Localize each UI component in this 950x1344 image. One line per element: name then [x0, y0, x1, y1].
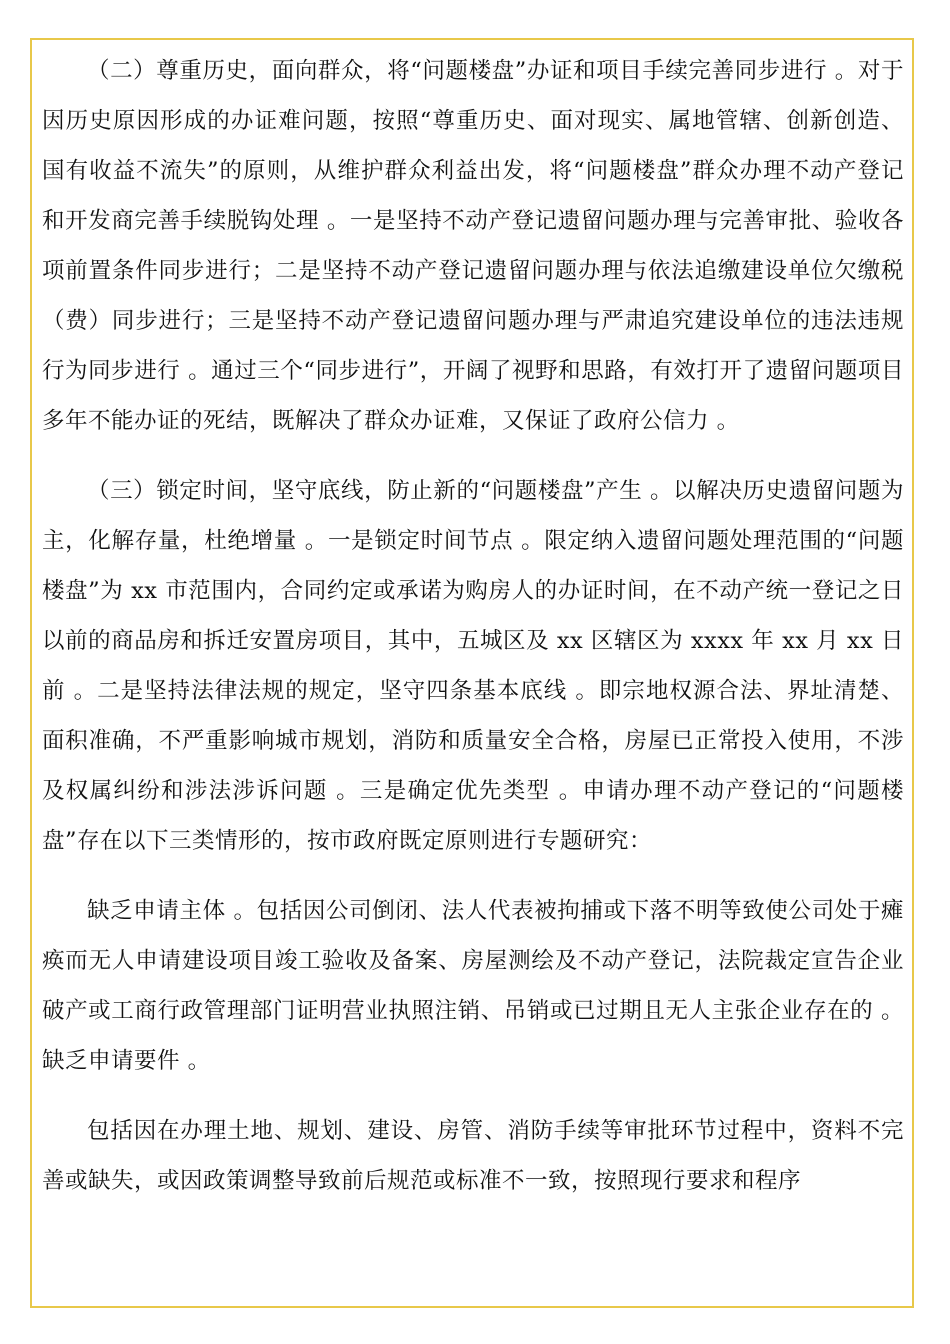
paragraph-section-two: （二）尊重历史，面向群众，将“问题楼盘”办证和项目手续完善同步进行 。对于因历史原因形成的办证难问题，按照“尊重历史、面对现实、属地管辖、创新创造、国有收益不流失”的原则，从维护群众利益出发，将“问题楼盘”群众办理不动产登记和开发商完善手续脱钩处理 。一是坚持不动产登记遗留问题办理与完善审批、验收各项前置条件同步进行；二是坚持不动产登记遗留问题办理与依法追缴建设单位欠缴税（费）同步进行；三是坚持不动产登记遗留问题办理与严肃追究建设单位的违法违规行为同步进行 。通过三个“同步进行”，开阔了视野和思路，有效打开了遗留问题项目多年不能办证的死结，既解决了群众办证难，又保证了政府公信力 。: [42, 58, 904, 434]
paragraph-gap: [42, 446, 904, 466]
paragraph-gap: [42, 866, 904, 886]
paragraph-gap: [42, 1086, 904, 1106]
page-frame: [30, 38, 914, 1308]
paragraph-lacking-documents: 包括因在办理土地、规划、建设、房管、消防手续等审批环节过程中，资料不完善或缺失，或因政策调整导致前后规范或标准不一致，按照现行要求和程序: [42, 1118, 904, 1194]
paragraph-section-three: （三）锁定时间，坚守底线，防止新的“问题楼盘”产生 。以解决历史遗留问题为主，化解存量，杜绝增量 。一是锁定时间节点 。限定纳入遗留问题处理范围的“问题楼盘”为 xx 市范围内，合同约定或承诺为购房人的办证时间，在不动产统一登记之日以前的商品房和拆迁安置房项目，其中，五城区及 xx 区辖区为 xxxx 年 xx 月 xx 日前 。二是坚持法律法规的规定，坚守四条基本底线 。即宗地权源合法、界址清楚、面积准确，不严重影响城市规划，消防和质量安全合格，房屋已正常投入使用，不涉及权属纠纷和涉法涉诉问题 。三是确定优先类型 。申请办理不动产登记的“问题楼盘”存在以下三类情形的，按市政府既定原则进行专题研究：: [42, 478, 904, 854]
document-body: [42, 40, 904, 1206]
paragraph-lacking-applicant: 缺乏申请主体 。包括因公司倒闭、法人代表被拘捕或下落不明等致使公司处于瘫痪而无人申请建设项目竣工验收及备案、房屋测绘及不动产登记，法院裁定宣告企业破产或工商行政管理部门证明营业执照注销、吊销或已过期且无人主张企业存在的 。缺乏申请要件 。: [42, 898, 904, 1074]
